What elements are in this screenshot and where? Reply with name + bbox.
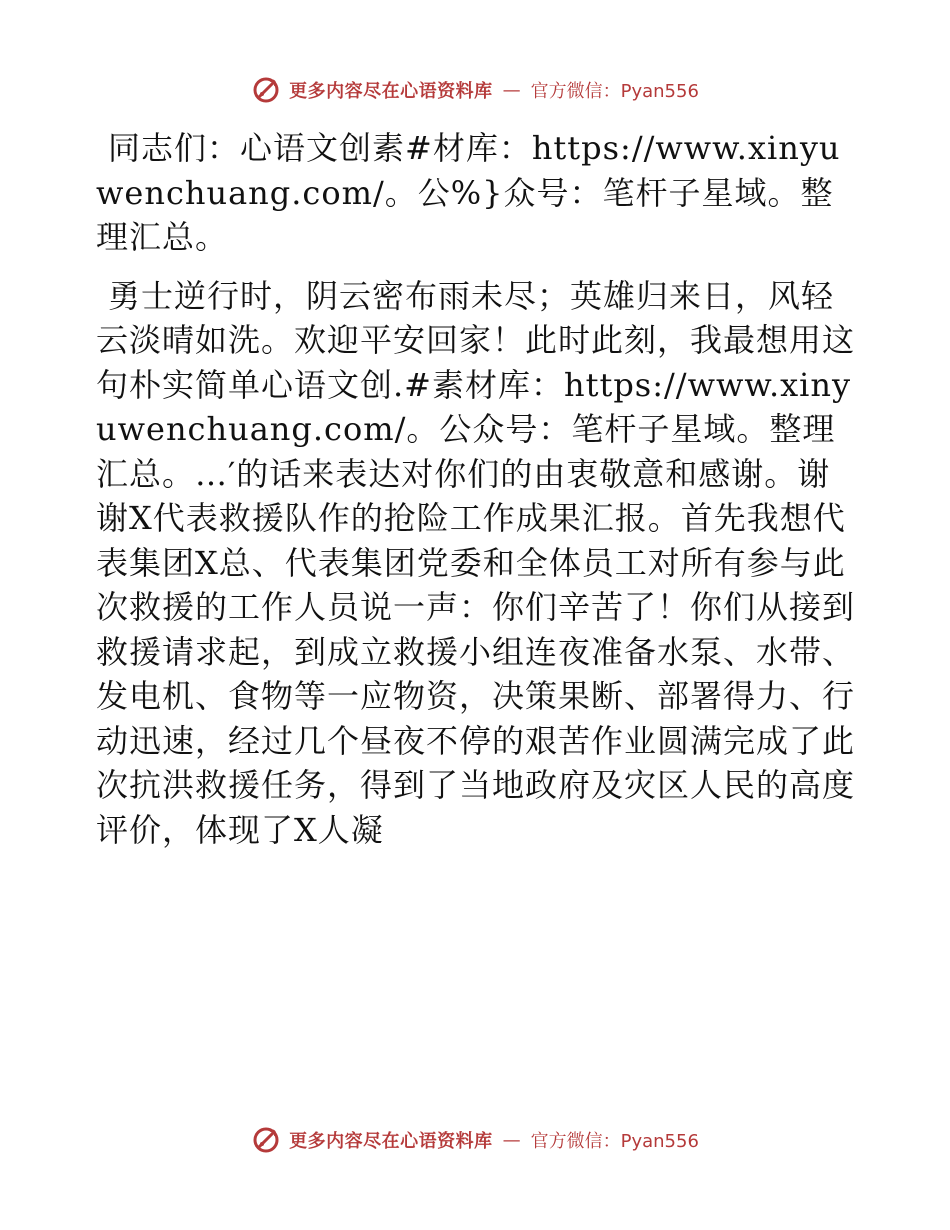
brush-circle-logo-icon — [251, 75, 281, 105]
watermark-wechat-text: 官方微信：Pyan556 — [530, 81, 699, 102]
header-watermark — [0, 70, 950, 110]
brush-circle-logo-icon — [251, 1125, 281, 1155]
watermark-brand-text: 更多内容尽在心语资料库 — [289, 1131, 493, 1152]
paragraph — [96, 274, 856, 853]
watermark-dash: — — [502, 79, 521, 101]
paragraph-1-text: 同志们：心语文创素#材库：https://www.xinyuwenchuang.com/。公%}众号：笔杆子星域。整理汇总。 — [96, 129, 841, 256]
watermark-wechat-text: 官方微信：Pyan556 — [530, 1131, 699, 1152]
watermark-brand-text: 更多内容尽在心语资料库 — [289, 81, 493, 102]
document-body — [96, 126, 856, 866]
footer-watermark — [0, 1120, 950, 1160]
paragraph — [96, 126, 856, 260]
paragraph-2-text: 勇士逆行时，阴云密布雨未尽；英雄归来日，风轻云淡晴如洗。欢迎平安回家！此时此刻，我最想用这句朴实简单心语文创.#素材库：https://www.xinyuwenchuang.com/。公众号：笔杆子星域。整理汇总。…′的话来表达对你们的由衷敬意和感谢。谢谢X代表救援队作的抢险工作成果汇报。首先我想代表集团X总、代表集团党委和全体员工对所有参与此次救援的工作人员说一声：你们辛苦了！你们从接到救援请求起，到成立救援小组连夜准备水泵、水带、发电机、食物等一应物资，决策果断、部署得力、行动迅速，经过几个昼夜不停的艰苦作业圆满完成了此次抗洪救援任务，得到了当地政府及灾区人民的高度评价，体现了X人凝 — [96, 276, 856, 849]
watermark-dash: — — [502, 1129, 521, 1151]
